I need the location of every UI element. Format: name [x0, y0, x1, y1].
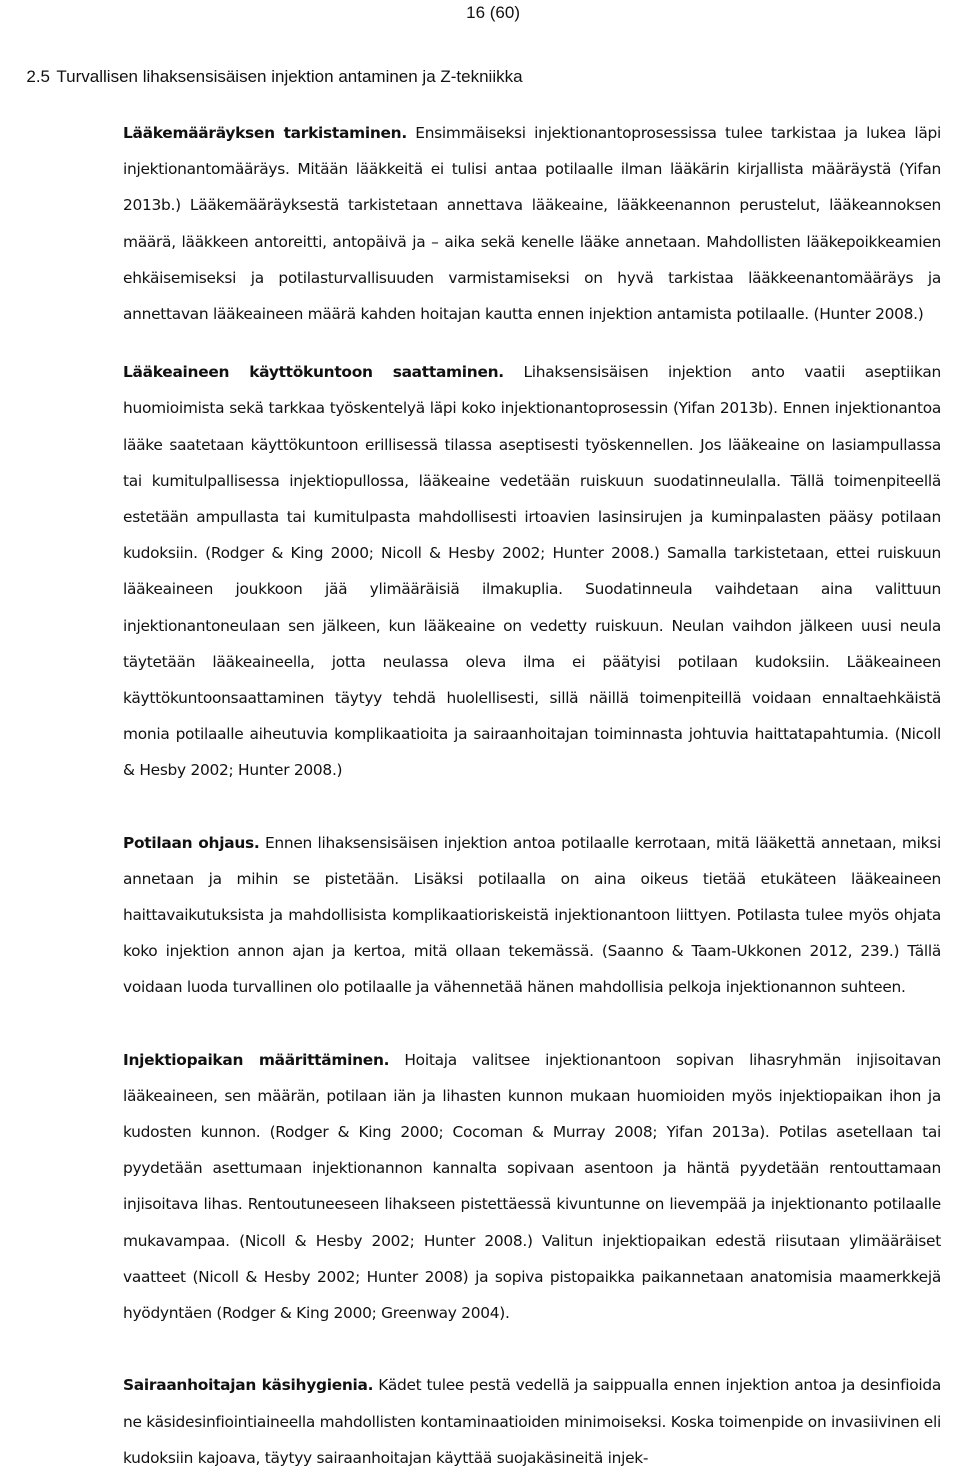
- paragraph-text: Kädet tulee pestä vedellä ja saippualla ennen injektion antoa ja desinfioida ne käsidesinfiointiaineella mahdollisten kontaminaatioiden minimoiseksi. Koska toimenpide on invasiivinen eli kudoksiin kajoava, täytyy sairaanhoitajan käyttää suojakäsineitä injek-: [123, 1376, 941, 1467]
- body-text: [123, 115, 941, 1476]
- paragraph-lead: Potilaan ohjaus.: [123, 833, 260, 852]
- paragraph-prescription-check: [123, 115, 941, 332]
- paragraph-text: Hoitaja valitsee injektionantoon sopivan lihasryhmän injisoitavan lääkeaineen, sen määrän, potilaan iän ja lihasten kunnon mukaan huomioiden myös injektiopaikan ihon ja kudosten kunnon. (Rodger & King 2000; Cocoman & Murray 2008; Yifan 2013a). Potilas asetellaan tai pyydetään asettumaan injektionannon kannalta sopivaan asentoon ja häntä pyydetään rentouttamaan injisoitava lihas. Rentoutuneeseen lihakseen pistettäessä kivuntunne on lievempää ja injektionanto potilaalle mukavampaa. (Nicoll & Hesby 2002; Hunter 2008.) Valitun injektiopaikan edestä riisutaan ylimääräiset vaatteet (Nicoll & Hesby 2002; Hunter 2008) ja sopiva pistopaikka paikannetaan anatomisia maamerkkejä hyödyntäen (Rodger & King 2000; Greenway 2004).: [123, 1050, 941, 1323]
- paragraph-injection-site: [123, 1042, 941, 1332]
- paragraph-lead: Lääkemääräyksen tarkistaminen.: [123, 124, 407, 142]
- paragraph-drug-preparation: [123, 354, 941, 788]
- paragraph-patient-guidance: [123, 825, 941, 1006]
- paragraph-text: Ennen lihaksensisäisen injektion antoa potilaalle kerrotaan, mitä lääkettä annetaan, miksi annetaan ja mihin se pistetään. Lisäksi potilaalla on aina oikeus tietää etukäteen lääkeaineen haittavaikutuksista ja mahdollisista komplikaatioriskeistä injektionantoon liittyen. Potilasta tulee myös ohjata koko injektion annon ajan ja kertoa, mitä ollaan tekemässä. (Saanno & Taam-Ukkonen 2012, 239.) Tällä voidaan luoda turvallinen olo potilaalle ja vähennetää hänen mahdollisia pelkoja injektionannon suhteen.: [123, 833, 941, 997]
- section-title: Turvallisen lihaksensisäisen injektion antaminen ja Z-tekniikka: [56, 67, 523, 86]
- section-number: 2.5: [26, 67, 50, 86]
- paragraph-hand-hygiene: [123, 1367, 941, 1476]
- paragraph-text: Ensimmäiseksi injektionantoprosessissa tulee tarkistaa ja lukea läpi injektionantomääräys. Mitään lääkkeitä ei tulisi antaa potilaalle ilman lääkärin kirjallista määräystä (Yifan 2013b.) Lääkemääräyksestä tarkistetaan annettava lääkeaine, lääkkeenannon perustelut, lääkeannoksen määrä, lääkkeen antoreitti, antopäivä ja – aika sekä kenelle lääke annetaan. Mahdollisten lääkepoikkeamien ehkäisemiseksi ja potilasturvallisuuden varmistamiseksi on hyvä tarkistaa lääkkeenantomääräys ja annettavan lääkeaineen määrä kahden hoitajan kautta ennen injektion antamista potilaalle. (Hunter 2008.): [123, 124, 941, 324]
- paragraph-lead: Sairaanhoitajan käsihygienia.: [123, 1376, 374, 1395]
- paragraph-lead: Injektiopaikan määrittäminen.: [123, 1050, 390, 1069]
- page-number: 16 (60): [466, 3, 520, 22]
- section-heading: [0, 66, 940, 88]
- paragraph-text: Lihaksensisäisen injektion anto vaatii aseptiikan huomioimista sekä tarkkaa työskentelyä läpi koko injektionantoprosessin (Yifan 2013b). Ennen injektionantoa lääke saatetaan käyttökuntoon erillisessä tilassa aseptisesti työskennellen. Jos lääkeaine on lasiampullassa tai kumitulpallisessa injektiopullossa, lääkeaine vedetään ruiskuun suodatinneulalla. Tällä toimenpiteellä estetään ampullasta tai kumitulpasta mahdollisesti irtoavien lasinsirujen ja kuminpalasten pääsy potilaan kudoksiin. (Rodger & King 2000; Nicoll & Hesby 2002; Hunter 2008.) Samalla tarkistetaan, ettei ruiskuun lääkeaineen joukkoon jää ylimääräisiä ilmakuplia. Suodatinneula vaihdetaan aina valittuun injektionantoneulaan sen jälkeen, kun lääkeaine on vedetty ruiskuun. Neulan vaihdon jälkeen uusi neula täytetään lääkeaineella, jotta neulassa oleva ilma ei päätyisi potilaan kudoksiin. Lääkeaineen käyttökuntoonsaattaminen täytyy tehdä huolellisesti, sillä näillä toimenpiteillä voidaan ennaltaehkäistä monia potilaalle aiheutuvia komplikaatioita ja sairaanhoitajan toiminnasta johtuvia haittatapahtumia. (Nicoll & Hesby 2002; Hunter 2008.): [123, 363, 941, 780]
- paragraph-lead: Lääkeaineen käyttökuntoon saattaminen.: [123, 363, 504, 382]
